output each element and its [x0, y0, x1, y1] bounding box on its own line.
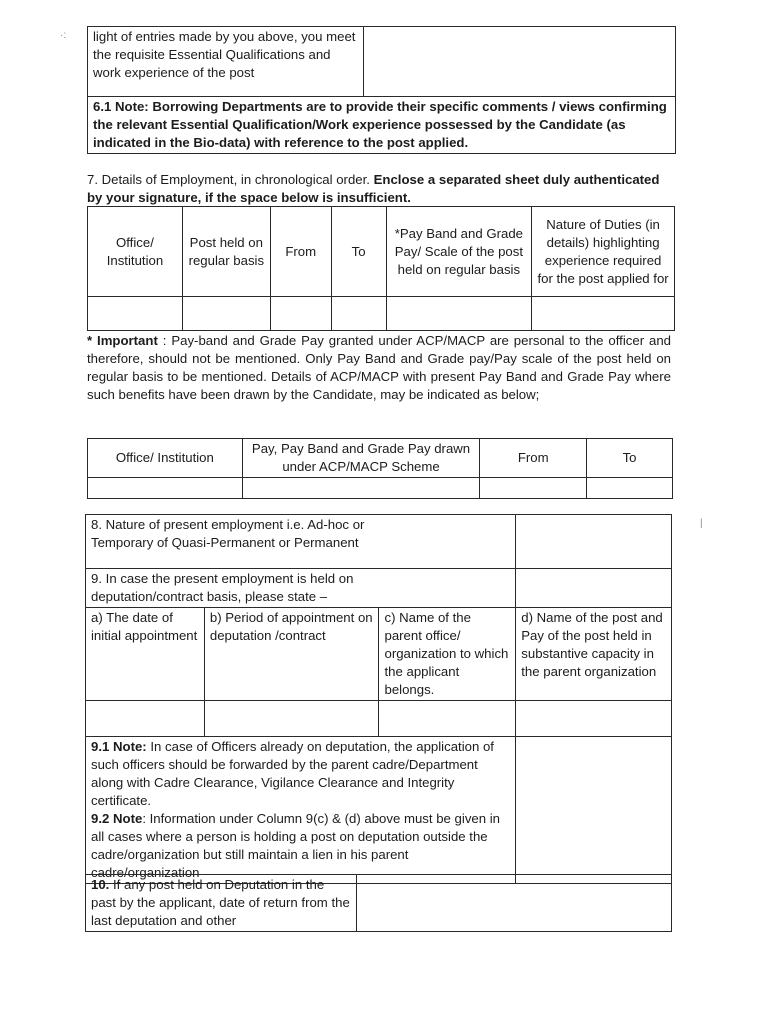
emp-header-from: From: [270, 207, 331, 297]
emp-cell[interactable]: [386, 297, 532, 331]
s9-a: a) The date of initial appointment: [86, 608, 205, 701]
emp-cell[interactable]: [270, 297, 331, 331]
section-8-9-table: [85, 514, 672, 884]
acp-table: [87, 438, 673, 499]
important-text: Pay-band and Grade Pay granted under ACP/MACP are personal to the officer and therefore, should not be mentioned. Only Pay Band and Grade pay/Pay scale of the post held on regular basis to be mentioned. Details of ACP/MACP with present Pay Band and Grade Pay where such benefits have been drawn by the Candidate, may be indicated as below;: [87, 333, 671, 402]
s6-note-label: 6.1 Note:: [93, 99, 149, 114]
s9-b-input[interactable]: [204, 701, 379, 737]
s7-intro-bold: Enclose a separated sheet duly authenticated by your signature, if the space below is insufficient.: [87, 172, 660, 205]
employment-table: [87, 206, 675, 331]
section-6-table: [87, 26, 676, 154]
s8-answer[interactable]: [516, 515, 672, 569]
s9-d-input[interactable]: [516, 701, 672, 737]
section-10-table: [85, 874, 672, 932]
s9-notes-answer[interactable]: [516, 737, 672, 884]
s9-notes: [86, 737, 516, 884]
s6-answer-cell[interactable]: [363, 27, 675, 97]
emp-cell[interactable]: [532, 297, 675, 331]
s10-answer[interactable]: [356, 875, 671, 932]
s9-c: c) Name of the parent office/ organization to which the applicant belongs.: [379, 608, 516, 701]
s9-answer[interactable]: [516, 569, 672, 608]
acp-header-to: To: [587, 439, 673, 478]
s7-intro-plain: 7. Details of Employment, in chronological order.: [87, 172, 370, 187]
emp-header-post: Post held on regular basis: [182, 207, 270, 297]
acp-header-office: Office/ Institution: [88, 439, 243, 478]
emp-cell[interactable]: [331, 297, 386, 331]
s8-text: 8. Nature of present employment i.e. Ad-hoc or Temporary of Quasi-Permanent or Permanent: [86, 515, 516, 569]
emp-header-payband: *Pay Band and Grade Pay/ Scale of the post held on regular basis: [386, 207, 532, 297]
acp-cell[interactable]: [242, 478, 480, 499]
s9-c-input[interactable]: [379, 701, 516, 737]
emp-header-duties: Nature of Duties (in details) highlighting experience required for the post applied for: [532, 207, 675, 297]
emp-header-office: Office/ Institution: [88, 207, 183, 297]
s6-note: [88, 97, 676, 154]
n92-label: 9.2 Note: [91, 811, 143, 826]
s7-intro: [87, 171, 677, 207]
n92-text: : Information under Column 9(c) & (d) above must be given in all cases where a person is holding a post on deputation outside the cadre/organization but still maintain a lien in his parent cadre/organization: [91, 811, 501, 880]
scan-mark: |: [700, 518, 703, 529]
acp-header-pay: Pay, Pay Band and Grade Pay drawn under ACP/MACP Scheme: [242, 439, 480, 478]
s6-question: light of entries made by you above, you meet the requisite Essential Qualifications and work experience of the post: [88, 27, 364, 97]
acp-cell[interactable]: [587, 478, 673, 499]
s9-d: d) Name of the post and Pay of the post held in substantive capacity in the parent organization: [516, 608, 672, 701]
emp-cell[interactable]: [182, 297, 270, 331]
important-note: [87, 332, 671, 404]
s10-rest: If any post held on Deputation in the past by the applicant, date of return from the last deputation and other: [91, 877, 350, 928]
n91-text: In case of Officers already on deputation, the application of such officers should be forwarded by the parent cadre/Department along with Cadre Clearance, Vigilance Clearance and Integrity certificate.: [91, 739, 494, 808]
acp-header-from: From: [480, 439, 587, 478]
s10-text: [86, 875, 357, 932]
s6-note-text: Borrowing Departments are to provide their specific comments / views confirming the relevant Essential Qualification/Work experience possessed by the Candidate (as indicated in the Bio-data) with reference to the post applied.: [93, 99, 667, 150]
emp-header-to: To: [331, 207, 386, 297]
important-sep: :: [162, 333, 167, 348]
s10-number: 10.: [91, 877, 110, 892]
important-label: * Important: [87, 333, 158, 348]
s9-a-input[interactable]: [86, 701, 205, 737]
emp-cell[interactable]: [88, 297, 183, 331]
s9-text: 9. In case the present employment is held on deputation/contract basis, please state –: [86, 569, 516, 608]
acp-cell[interactable]: [480, 478, 587, 499]
s9-b: b) Period of appointment on deputation /contract: [204, 608, 379, 701]
scan-mark: ·:: [60, 30, 67, 41]
n91-label: 9.1 Note:: [91, 739, 147, 754]
acp-cell[interactable]: [88, 478, 243, 499]
